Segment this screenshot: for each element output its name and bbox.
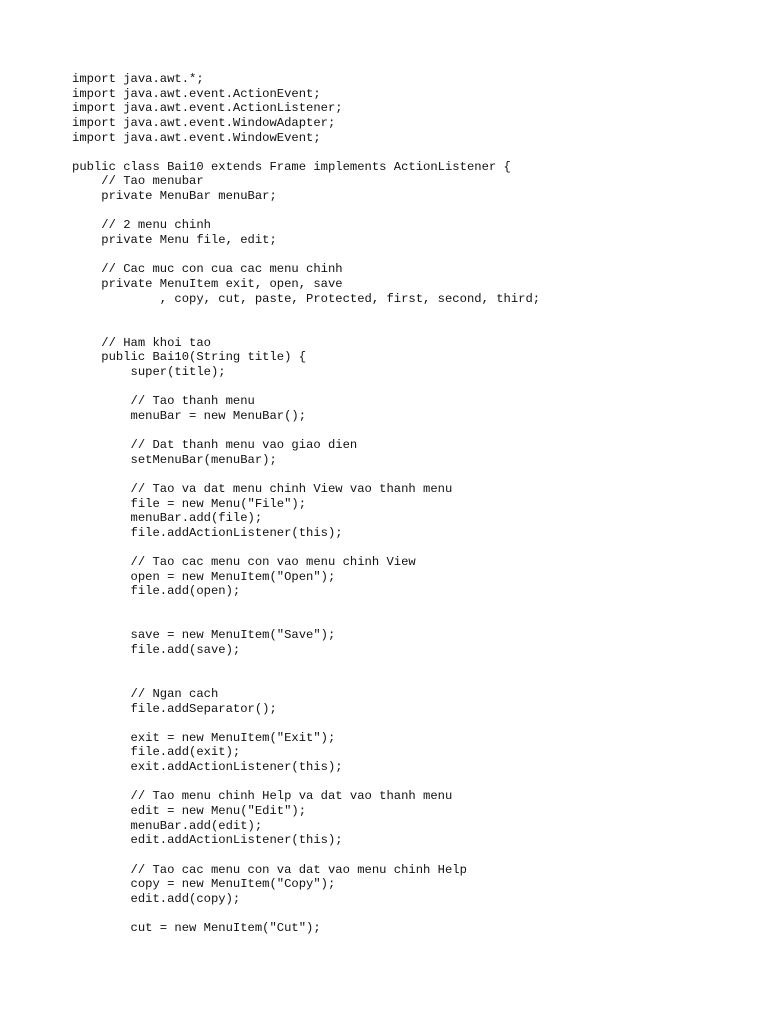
code-line	[72, 321, 540, 336]
code-line	[72, 672, 540, 687]
code-line: import java.awt.*;	[72, 72, 204, 86]
code-line	[72, 379, 540, 394]
code-line	[72, 306, 540, 321]
code-line	[72, 716, 540, 731]
code-line: save = new MenuItem("Save");	[72, 628, 336, 643]
code-line: // Tao menubar	[72, 174, 204, 189]
code-line: public class Bai10 extends Frame implements ActionListener {	[72, 159, 511, 174]
code-line: import java.awt.event.ActionListener;	[72, 101, 343, 116]
code-line: // Cac muc con cua cac menu chinh	[72, 262, 343, 277]
code-line: import java.awt.event.WindowEvent;	[72, 130, 321, 145]
code-line: menuBar = new MenuBar();	[72, 408, 307, 423]
code-line: , copy, cut, paste, Protected, first, second, third;	[72, 291, 541, 306]
code-line: // Tao va dat menu chinh View vao thanh menu	[72, 481, 453, 496]
code-line: menuBar.add(edit);	[72, 818, 263, 833]
code-line: open = new MenuItem("Open");	[72, 569, 336, 584]
code-line: file = new Menu("File");	[72, 496, 307, 511]
code-line: cut = new MenuItem("Cut");	[72, 921, 321, 936]
code-line: edit.add(copy);	[72, 891, 241, 906]
code-line: private MenuBar menuBar;	[72, 189, 277, 204]
code-line	[72, 204, 540, 219]
code-line: public Bai10(String title) {	[72, 350, 307, 365]
code-line: // Tao thanh menu	[72, 394, 255, 409]
code-line: // Dat thanh menu vao giao dien	[72, 438, 358, 453]
code-line	[72, 848, 540, 863]
code-line: super(title);	[72, 364, 226, 379]
code-line: import java.awt.event.ActionEvent;	[72, 86, 321, 101]
code-line: exit.addActionListener(this);	[72, 760, 343, 775]
code-line: // Ham khoi tao	[72, 335, 211, 350]
code-line	[72, 599, 540, 614]
code-line	[72, 467, 540, 482]
code-line: file.addSeparator();	[72, 701, 277, 716]
code-line: menuBar.add(file);	[72, 511, 263, 526]
code-line	[72, 907, 540, 922]
code-line: copy = new MenuItem("Copy");	[72, 877, 336, 892]
code-line: // 2 menu chinh	[72, 218, 211, 233]
code-line: // Tao cac menu con vao menu chinh View	[72, 555, 416, 570]
code-line	[72, 541, 540, 556]
code-line: file.add(save);	[72, 642, 241, 657]
code-line: edit.addActionListener(this);	[72, 833, 343, 848]
code-listing	[72, 72, 540, 936]
code-line: exit = new MenuItem("Exit");	[72, 730, 336, 745]
code-line: setMenuBar(menuBar);	[72, 452, 277, 467]
code-line	[72, 658, 540, 673]
code-line	[72, 248, 540, 263]
code-line: file.add(open);	[72, 584, 241, 599]
code-line: private MenuItem exit, open, save	[72, 276, 343, 291]
code-line: private Menu file, edit;	[72, 233, 277, 248]
code-line	[72, 775, 540, 790]
code-line: file.addActionListener(this);	[72, 525, 343, 540]
code-line	[72, 614, 540, 629]
code-line	[72, 145, 540, 160]
code-line: file.add(exit);	[72, 745, 241, 760]
code-line: edit = new Menu("Edit");	[72, 804, 307, 819]
code-line: import java.awt.event.WindowAdapter;	[72, 115, 336, 130]
code-line: // Ngan cach	[72, 686, 219, 701]
code-line: // Tao cac menu con va dat vao menu chinh Help	[72, 862, 467, 877]
code-line	[72, 423, 540, 438]
code-line: // Tao menu chinh Help va dat vao thanh menu	[72, 789, 453, 804]
